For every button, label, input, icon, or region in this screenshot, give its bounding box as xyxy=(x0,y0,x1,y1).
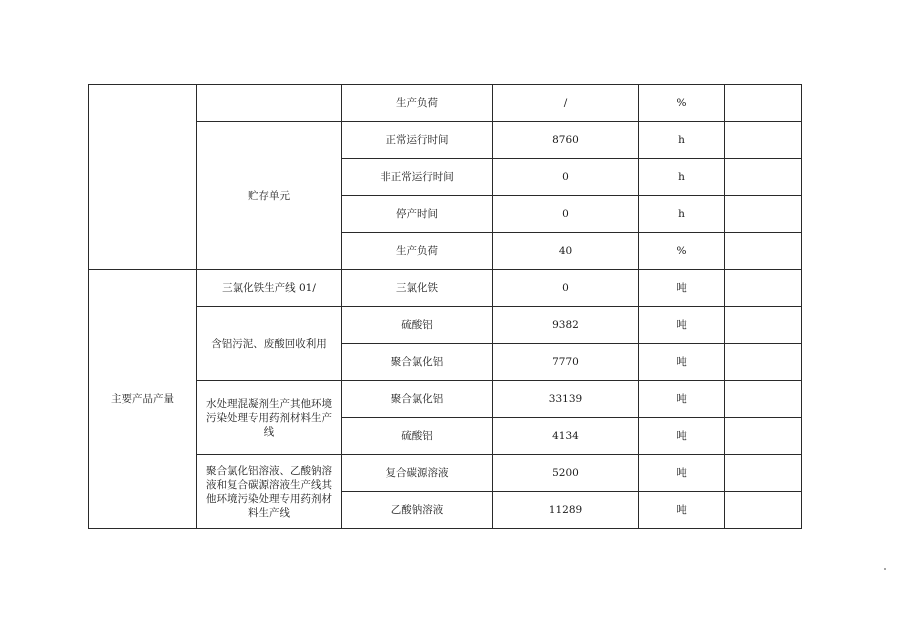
item-cell: 三氯化铁 xyxy=(342,270,493,307)
unit-cell: h xyxy=(639,122,725,159)
storage-unit-cell: 贮存单元 xyxy=(197,122,342,270)
value-cell: 0 xyxy=(493,270,639,307)
value-cell: / xyxy=(493,85,639,122)
remark-cell xyxy=(725,381,802,418)
value-cell: 11289 xyxy=(493,492,639,529)
remark-cell xyxy=(725,196,802,233)
remark-cell xyxy=(725,307,802,344)
unit-cell: 吨 xyxy=(639,270,725,307)
item-cell: 聚合氯化铝 xyxy=(342,381,493,418)
value-cell: 0 xyxy=(493,196,639,233)
item-cell: 硫酸铝 xyxy=(342,418,493,455)
unit-cell: % xyxy=(639,85,725,122)
unit-cell: h xyxy=(639,159,725,196)
item-cell: 非正常运行时间 xyxy=(342,159,493,196)
table-row xyxy=(89,270,802,307)
item-cell: 生产负荷 xyxy=(342,233,493,270)
unit-cell-empty xyxy=(197,85,342,122)
value-cell: 7770 xyxy=(493,344,639,381)
value-cell: 5200 xyxy=(493,455,639,492)
table-row xyxy=(89,85,802,122)
production-line-cell: 三氯化铁生产线 01/ xyxy=(197,270,342,307)
remark-cell xyxy=(725,122,802,159)
unit-cell: 吨 xyxy=(639,307,725,344)
remark-cell xyxy=(725,270,802,307)
remark-cell xyxy=(725,455,802,492)
item-cell: 乙酸钠溶液 xyxy=(342,492,493,529)
remark-cell xyxy=(725,85,802,122)
value-cell: 8760 xyxy=(493,122,639,159)
unit-cell: 吨 xyxy=(639,492,725,529)
unit-cell: 吨 xyxy=(639,418,725,455)
item-cell: 停产时间 xyxy=(342,196,493,233)
item-cell: 硫酸铝 xyxy=(342,307,493,344)
remark-cell xyxy=(725,492,802,529)
value-cell: 33139 xyxy=(493,381,639,418)
category-cell-empty xyxy=(89,85,197,270)
remark-cell xyxy=(725,233,802,270)
item-cell: 复合碳源溶液 xyxy=(342,455,493,492)
item-cell: 生产负荷 xyxy=(342,85,493,122)
unit-cell: % xyxy=(639,233,725,270)
production-table xyxy=(88,84,802,529)
item-cell: 正常运行时间 xyxy=(342,122,493,159)
scan-speck xyxy=(884,568,886,570)
unit-cell: h xyxy=(639,196,725,233)
remark-cell xyxy=(725,159,802,196)
unit-cell: 吨 xyxy=(639,381,725,418)
unit-cell: 吨 xyxy=(639,344,725,381)
production-line-cell: 含铝污泥、废酸回收利用 xyxy=(197,307,342,381)
value-cell: 0 xyxy=(493,159,639,196)
value-cell: 40 xyxy=(493,233,639,270)
item-cell: 聚合氯化铝 xyxy=(342,344,493,381)
main-product-output-cell: 主要产品产量 xyxy=(89,270,197,529)
production-line-cell: 聚合氯化铝溶液、乙酸钠溶液和复合碳源溶液生产线其他环境污染处理专用药剂材料生产线 xyxy=(197,455,342,529)
unit-cell: 吨 xyxy=(639,455,725,492)
value-cell: 4134 xyxy=(493,418,639,455)
remark-cell xyxy=(725,418,802,455)
remark-cell xyxy=(725,344,802,381)
production-line-cell: 水处理混凝剂生产其他环境污染处理专用药剂材料生产线 xyxy=(197,381,342,455)
value-cell: 9382 xyxy=(493,307,639,344)
